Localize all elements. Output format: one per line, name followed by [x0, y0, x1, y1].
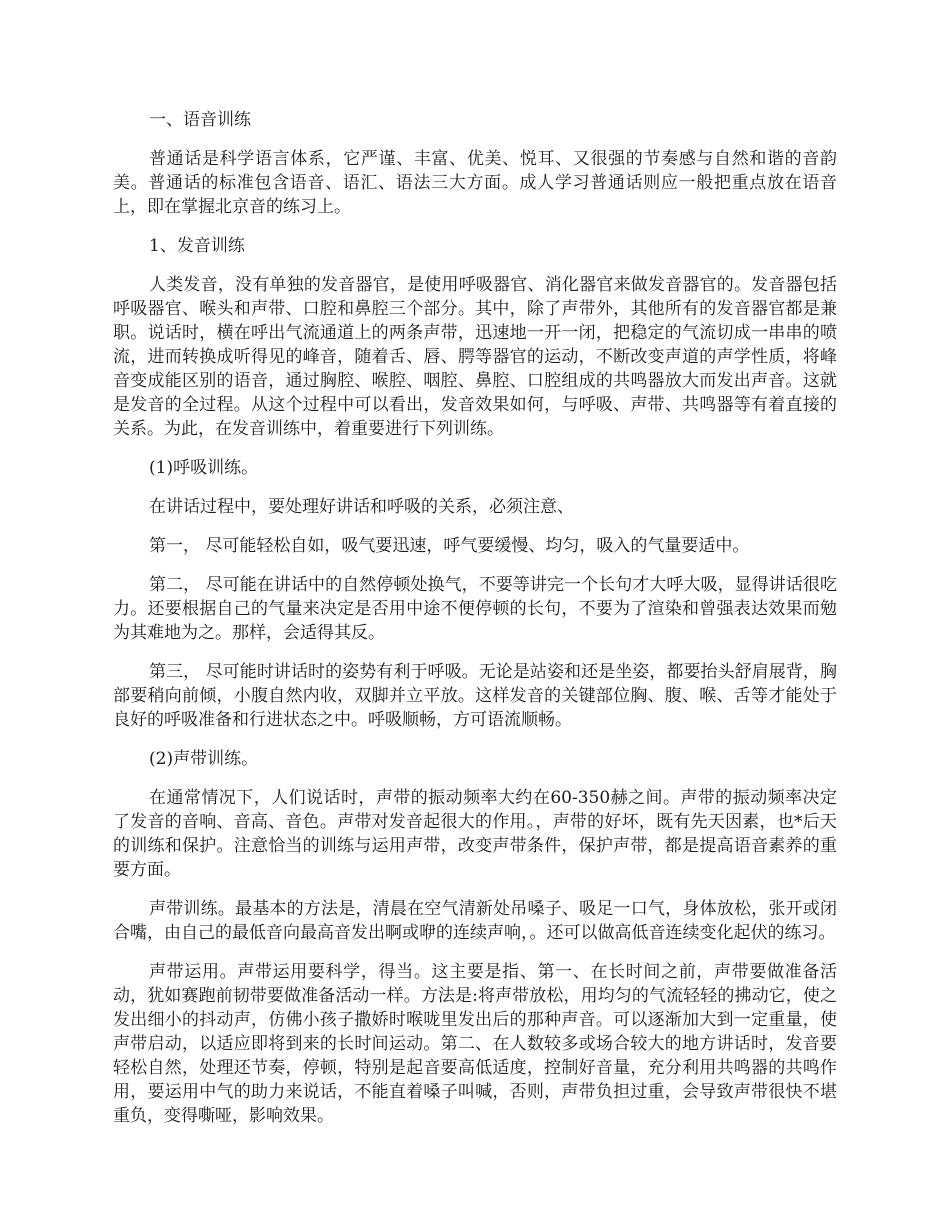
item-heading: (2)声带训练。	[149, 749, 259, 769]
paragraph: 普通话是科学语言体系，它严谨、丰富、优美、悦耳、又很强的节奏感与自然和谐的音韵美。普通话的标准包含语音、语汇、语法三大方面。成人学习普通话则应一般把重点放在语音上，即在掌握北京音的练习上。	[113, 149, 837, 217]
section-heading: 一、语音训练	[149, 110, 251, 130]
paragraph: 人类发音，没有单独的发音器官，是使用呼吸器官、消化器官来做发音器官的。发音器包括呼吸器官、喉头和声带、口腔和鼻腔三个部分。其中，除了声带外，其他所有的发音器官都是兼职。说话时，横在呼出气流通道上的两条声带，迅速地一开一闭，把稳定的气流切成一串串的喷流，进而转换成听得见的峰音，随着舌、唇、腭等器官的运动，不断改变声道的声学性质，将峰音变成能区别的语音，通过胸腔、喉腔、咽腔、鼻腔、口腔组成的共鸣器放大而发出声音。这就是发音的全过程。从这个过程中可以看出，发音效果如何，与呼吸、声带、共鸣器等有着直接的关系。为此，在发音训练中，着重要进行下列训练。	[113, 275, 837, 439]
paragraph: 声带训练。最基本的方法是，清晨在空气清新处吊嗓子、吸足一口气，身体放松，张开或闭合嘴，由自己的最低音向最高音发出啊或咿的连续声响，。还可以做高低音连续变化起伏的练习。	[113, 899, 837, 943]
paragraph: 第一， 尽可能轻松自如，吸气要迅速，呼气要缓慢、均匀，吸入的气量要适中。	[149, 536, 750, 556]
item-heading: (1)呼吸训练。	[149, 458, 259, 478]
paragraph: 第二， 尽可能在讲话中的自然停顿处换气，不要等讲完一个长句才大呼大吸，显得讲话很吃力。还要根据自己的气量来决定是否用中途不便停顿的长句，不要为了渲染和曾强表达效果而勉为其难地为之。那样，会适得其反。	[113, 575, 837, 643]
subsection-heading: 1、发音训练	[149, 236, 245, 256]
paragraph: 在讲话过程中，要处理好讲话和呼吸的关系，必须注意、	[149, 497, 574, 517]
paragraph: 第三， 尽可能时讲话时的姿势有利于呼吸。无论是站姿和还是坐姿，都要抬头舒肩展背，胸部要稍向前倾，小腹自然内收，双脚并立平放。这样发音的关键部位胸、腹、喉、舌等才能处于良好的呼吸准备和行进状态之中。呼吸顺畅，方可语流顺畅。	[113, 662, 837, 730]
document-body	[113, 108, 837, 1143]
paragraph: 在通常情况下，人们说话时，声带的振动频率大约在60-350赫之间。声带的振动频率决定了发音的音响、音高、音色。声带对发音起很大的作用。，声带的好坏，既有先天因素，也*后天的训练和保护。注意恰当的训练与运用声带，改变声带条件，保护声带，都是提高语音素养的重要方面。	[113, 788, 837, 880]
paragraph: 声带运用。声带运用要科学，得当。这主要是指、第一、在长时间之前，声带要做准备活动，犹如赛跑前韧带要做准备活动一样。方法是:将声带放松，用均匀的气流轻轻的拂动它，使之发出细小的抖动声，仿佛小孩子撒娇时喉咙里发出后的那种声音。可以逐渐加大到一定重量，使声带启动，以适应即将到来的长时间运动。第二、在人数较多或场合较大的地方讲话时，发音要轻松自然，处理还节奏，停顿，特别是起音要高低适度，控制好音量，充分利用共鸣器的共鸣作用，要运用中气的助力来说话，不能直着嗓子叫喊，否则，声带负担过重，会导致声带很快不堪重负，变得嘶哑，影响效果。	[113, 962, 837, 1126]
